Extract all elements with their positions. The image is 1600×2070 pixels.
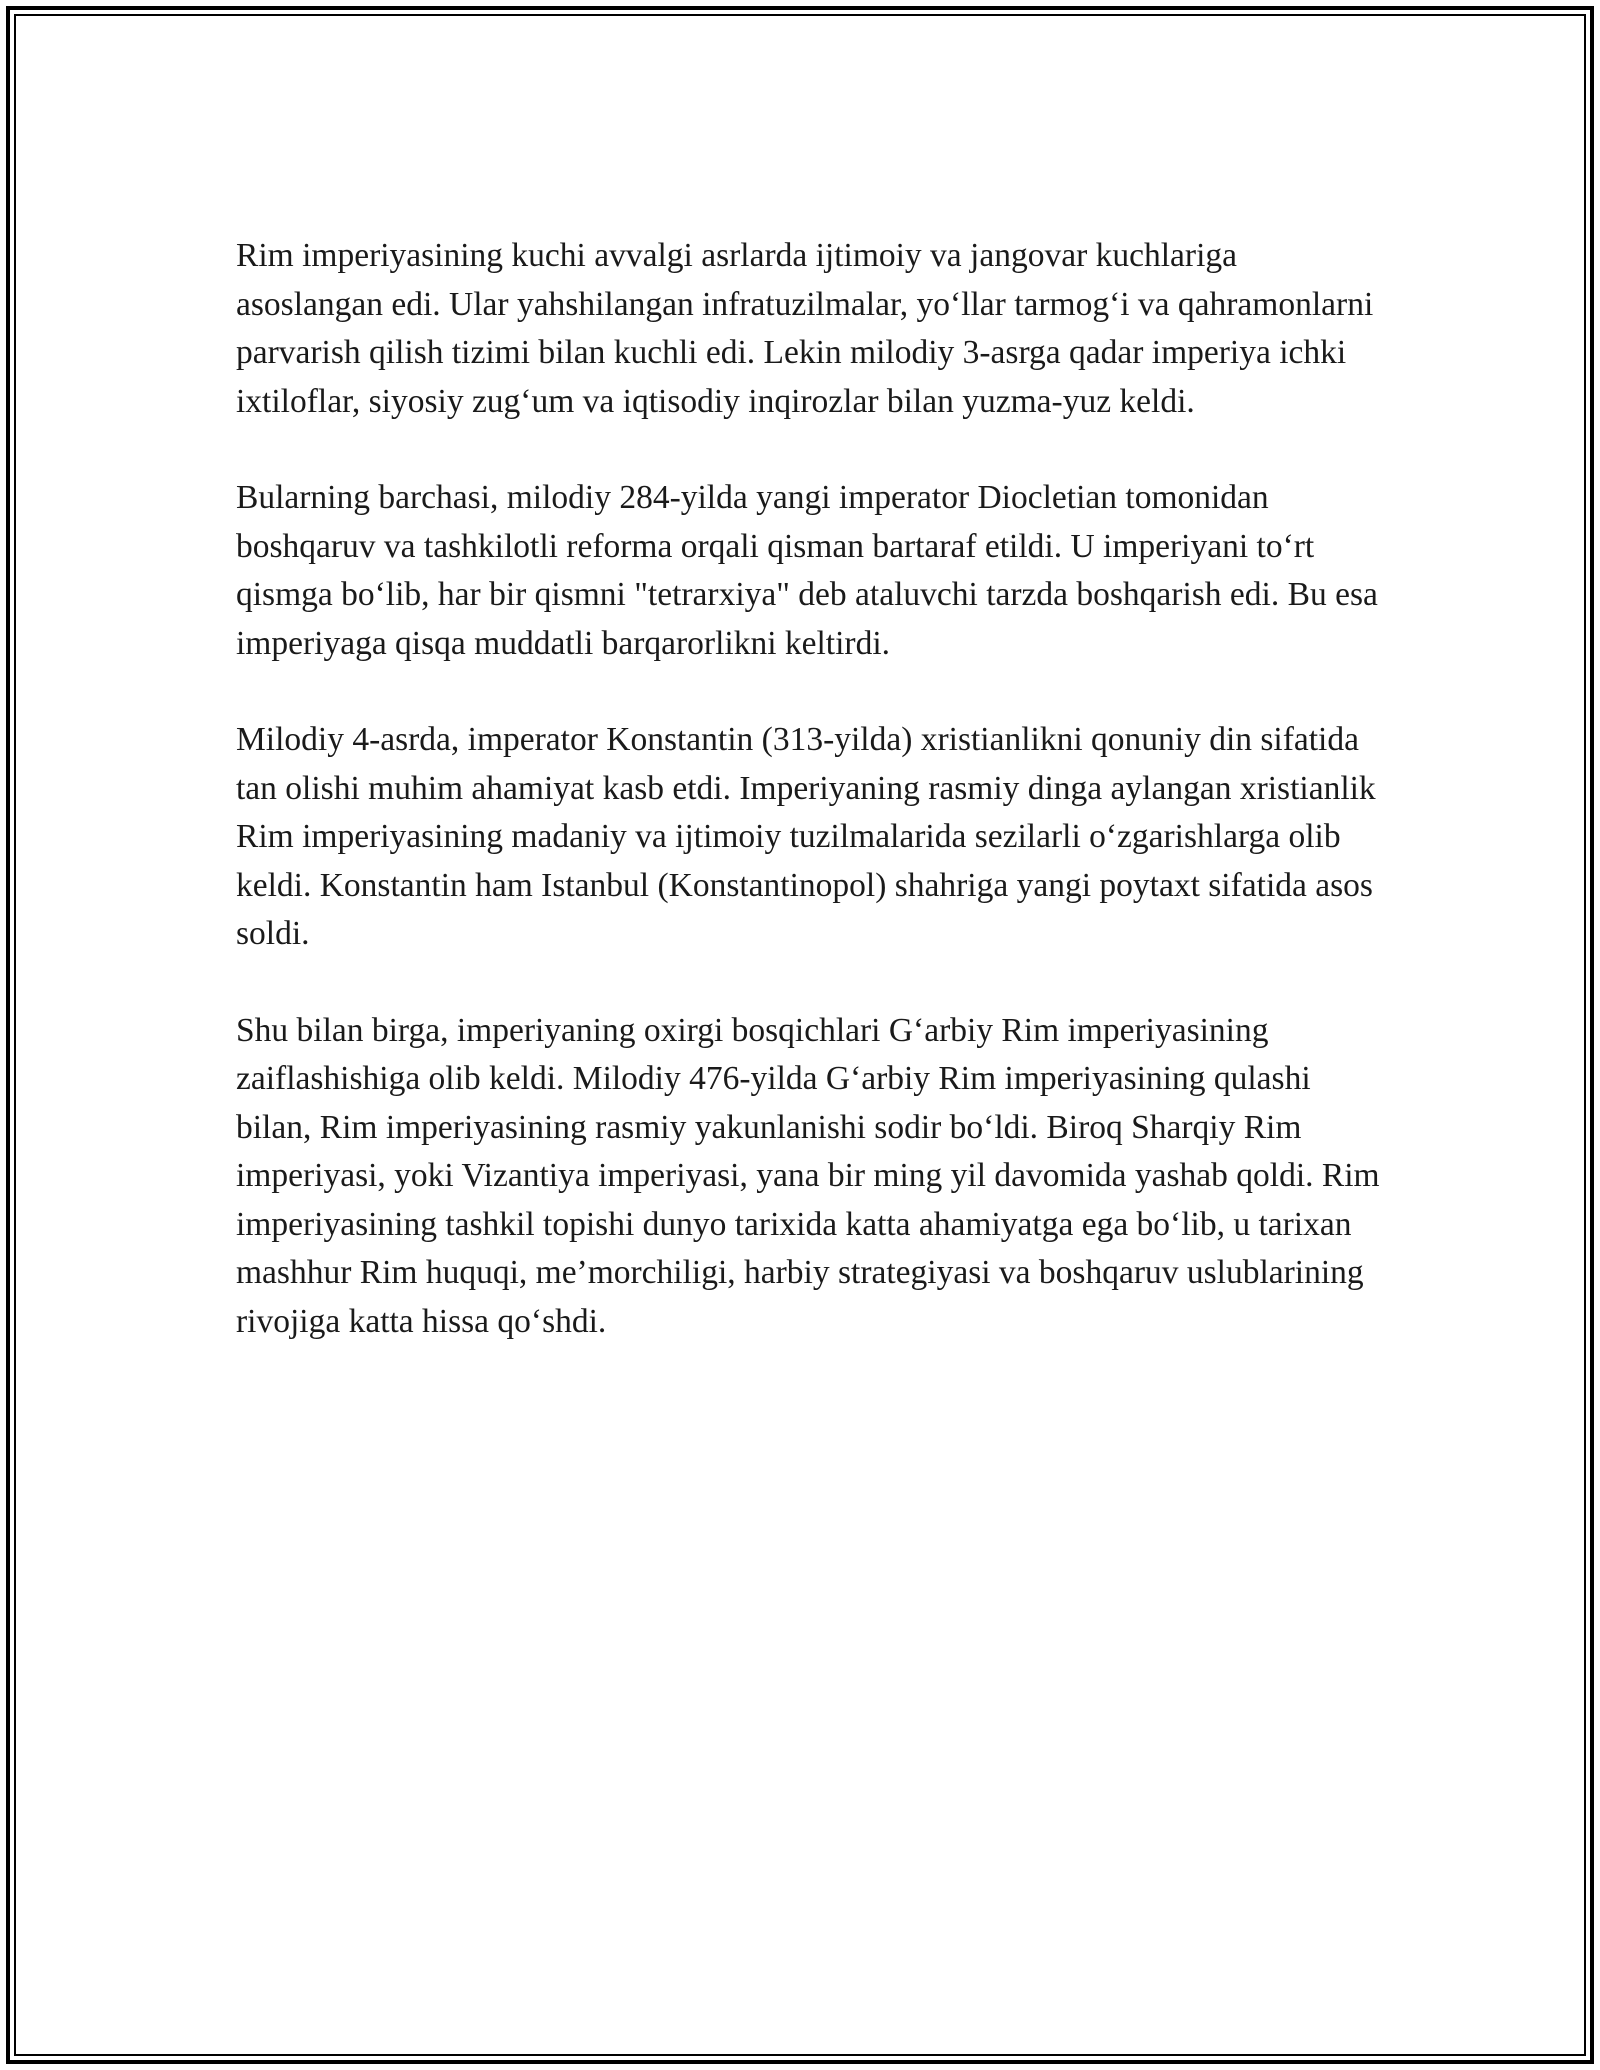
paragraph-3: Milodiy 4-asrda, imperator Konstantin (313-yilda) xristianlikni qonuniy din sifatida tan olishi muhim ahamiyat kasb etdi. Imperiyaning rasmiy dinga aylangan xristianlik Rim imperiyasining madaniy va ijtimoiy tuzilmalarida sezilarli o‘zgarishlarga olib keldi. Konstantin ham Istanbul (Konstantinopol) shahriga yangi poytaxt sifatida asos soldi. (236, 721, 1376, 952)
paragraph-4: Shu bilan birga, imperiyaning oxirgi bosqichlari G‘arbiy Rim imperiyasining zaiflashishiga olib keldi. Milodiy 476-yilda G‘arbiy Rim imperiyasining qulashi bilan, Rim imperiyasining rasmiy yakunlanishi sodir bo‘ldi. Biroq Sharqiy Rim imperiyasi, yoki Vizantiya imperiyasi, yana bir ming yil davomida yashab qoldi. Rim imperiyasining tashkil topishi dunyo tarixida katta ahamiyatga ega bo‘lib, u tarixan mashhur Rim huquqi, me’morchiligi, harbiy strategiyasi va boshqaruv uslublarining rivojiga katta hissa qo‘shdi. (236, 1011, 1380, 1340)
document-body (236, 232, 1386, 1394)
paragraph-2: Bularning barchasi, milodiy 284-yilda yangi imperator Diocletian tomonidan boshqaruv va tashkilotli reforma orqali qisman bartaraf etildi. U imperiyani to‘rt qismga bo‘lib, har bir qismni "tetrarxiya" deb ataluvchi tarzda boshqarish edi. Bu esa imperiyaga qisqa muddatli barqarorlikni keltirdi. (236, 479, 1378, 662)
paragraph-1: Rim imperiyasining kuchi avvalgi asrlarda ijtimoiy va jangovar kuchlariga asoslangan edi. Ular yahshilangan infratuzilmalar, yo‘llar tarmog‘i va qahramonlarni parvarish qilish tizimi bilan kuchli edi. Lekin milodiy 3-asrga qadar imperiya ichki ixtiloflar, siyosiy zug‘um va iqtisodiy inqirozlar bilan yuzma-yuz keldi. (236, 237, 1374, 420)
